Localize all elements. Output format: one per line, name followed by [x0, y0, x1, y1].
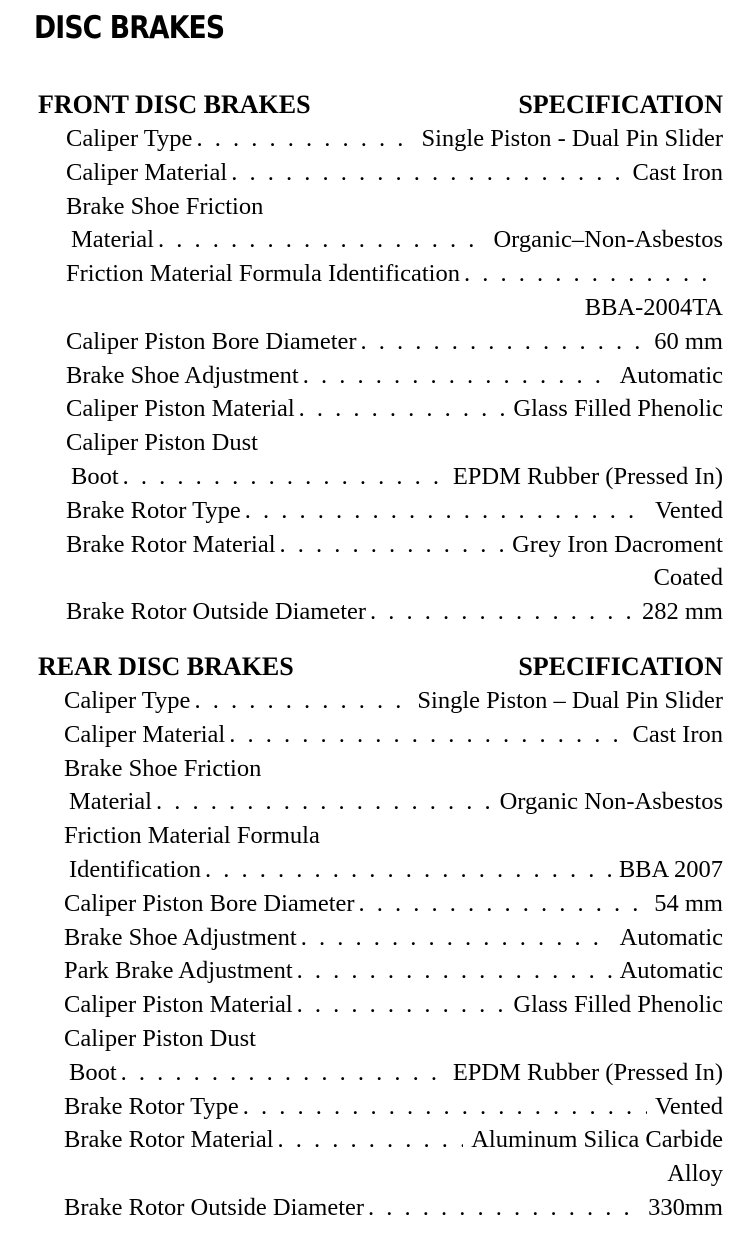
spec-value: Grey Iron Dacroment [512, 530, 723, 558]
leader-dots [464, 257, 715, 291]
leader-dots [359, 887, 647, 921]
leader-dots [245, 494, 647, 528]
rear-spec-rows [38, 684, 723, 1225]
spec-value: Alloy [667, 1160, 723, 1188]
spec-name: Brake Shoe Adjustment [66, 361, 299, 389]
spec-row [64, 1022, 723, 1056]
leader-dots [297, 988, 506, 1022]
spec-name: Caliper Material [64, 720, 226, 748]
spec-value: Glass Filled Phenolic [513, 395, 723, 423]
spec-value: Organic Non-Asbestos [499, 788, 723, 816]
leader-dots [361, 325, 647, 359]
spec-row [66, 122, 723, 156]
spec-name: Brake Shoe Friction [66, 192, 264, 220]
rear-section-header [38, 650, 723, 684]
spec-name: Brake Rotor Outside Diameter [66, 598, 367, 626]
spec-name: Brake Rotor Type [64, 1092, 239, 1120]
spec-name: Caliper Piston Bore Diameter [66, 327, 357, 355]
spec-value: Automatic [619, 957, 723, 985]
page-title: DISC BRAKES [34, 10, 225, 46]
leader-dots [156, 785, 492, 819]
spec-value: Vented [654, 1092, 723, 1120]
spec-name: Park Brake Adjustment [64, 957, 293, 985]
spec-row [64, 887, 723, 921]
front-specification-heading: SPECIFICATION [518, 90, 723, 119]
spec-value: 54 mm [654, 889, 723, 917]
spec-row [66, 528, 723, 562]
spec-row [64, 1191, 723, 1225]
leader-dots [194, 684, 409, 718]
spec-row [64, 684, 723, 718]
leader-dots [280, 528, 505, 562]
spec-name: Boot [71, 462, 119, 490]
leader-dots [205, 853, 611, 887]
spec-value: Automatic [619, 923, 723, 951]
spec-name: Caliper Material [66, 158, 228, 186]
spec-row [64, 718, 723, 752]
rear-specification-heading: SPECIFICATION [518, 652, 723, 681]
spec-row-continuation [66, 291, 723, 325]
spec-name: Caliper Piston Dust [64, 1024, 256, 1052]
front-section-heading: FRONT DISC BRAKES [38, 90, 311, 119]
spec-row [66, 460, 723, 494]
spec-value: Vented [654, 496, 723, 524]
spec-name: Caliper Piston Material [64, 991, 293, 1019]
leader-dots [278, 1123, 464, 1157]
spec-name: Brake Shoe Friction [64, 754, 262, 782]
spec-name: Brake Rotor Material [66, 530, 276, 558]
leader-dots [231, 156, 624, 190]
spec-name: Material [71, 226, 154, 254]
front-disc-brakes-section [38, 88, 723, 629]
spec-row [66, 595, 723, 629]
spec-row-continuation [64, 1157, 723, 1191]
spec-value: EPDM Rubber (Pressed In) [452, 1058, 723, 1086]
spec-row [66, 156, 723, 190]
spec-name: Identification [69, 855, 201, 883]
spec-row [64, 752, 723, 786]
spec-value: Coated [653, 564, 723, 592]
leader-dots [299, 392, 506, 426]
spec-value: 282 mm [642, 598, 723, 626]
leader-dots [229, 718, 624, 752]
spec-name: Brake Rotor Material [64, 1126, 274, 1154]
spec-name: Caliper Type [66, 125, 193, 152]
spec-value: Cast Iron [632, 720, 723, 748]
spec-row [64, 1056, 723, 1090]
spec-name: Brake Rotor Type [66, 496, 241, 524]
spec-value: BBA-2004TA [584, 293, 723, 321]
front-section-header [38, 88, 723, 122]
spec-row [64, 853, 723, 887]
spec-row [64, 954, 723, 988]
spec-value: Organic–Non-Asbestos [493, 226, 723, 254]
spec-name: Boot [69, 1058, 117, 1086]
leader-dots [158, 223, 485, 257]
spec-row [64, 921, 723, 955]
spec-row-continuation [66, 561, 723, 595]
leader-dots [297, 954, 612, 988]
spec-name: Friction Material Formula Identification [66, 260, 460, 288]
spec-name: Caliper Piston Material [66, 395, 295, 423]
spec-name: Caliper Type [64, 687, 191, 714]
spec-name: Caliper Piston Dust [66, 429, 258, 457]
spec-value: Single Piston - Dual Pin Slider [421, 125, 723, 152]
rear-disc-brakes-section [38, 650, 723, 1225]
spec-name: Material [69, 788, 152, 816]
leader-dots [370, 595, 634, 629]
spec-row [64, 1090, 723, 1124]
spec-name: Brake Shoe Adjustment [64, 923, 297, 951]
leader-dots [123, 460, 445, 494]
spec-value: 60 mm [654, 327, 723, 355]
spec-row [66, 223, 723, 257]
spec-row [64, 1123, 723, 1157]
leader-dots [196, 122, 413, 156]
spec-value: EPDM Rubber (Pressed In) [452, 462, 723, 490]
spec-value: Cast Iron [632, 158, 723, 186]
spec-row [66, 426, 723, 460]
leader-dots [303, 359, 612, 393]
leader-dots [301, 921, 612, 955]
spec-name: Brake Rotor Outside Diameter [64, 1193, 365, 1221]
rear-section-heading: REAR DISC BRAKES [38, 652, 294, 681]
front-spec-rows [38, 122, 723, 629]
spec-row [64, 785, 723, 819]
spec-name: Caliper Piston Bore Diameter [64, 889, 355, 917]
spec-row [64, 988, 723, 1022]
spec-name: Friction Material Formula [64, 822, 320, 850]
spec-value: Automatic [619, 361, 723, 389]
spec-row [66, 190, 723, 224]
spec-value: Aluminum Silica Carbide [471, 1126, 723, 1154]
leader-dots [121, 1056, 445, 1090]
spec-value: Glass Filled Phenolic [513, 991, 723, 1019]
spec-value: 330mm [648, 1193, 723, 1221]
spec-row [66, 257, 723, 291]
spec-row [66, 494, 723, 528]
spec-value: BBA 2007 [618, 855, 723, 883]
spec-row [64, 819, 723, 853]
spec-row [66, 392, 723, 426]
spec-value: Single Piston – Dual Pin Slider [417, 687, 723, 714]
leader-dots [243, 1090, 647, 1124]
spec-row [66, 325, 723, 359]
spec-row [66, 359, 723, 393]
leader-dots [368, 1191, 640, 1225]
